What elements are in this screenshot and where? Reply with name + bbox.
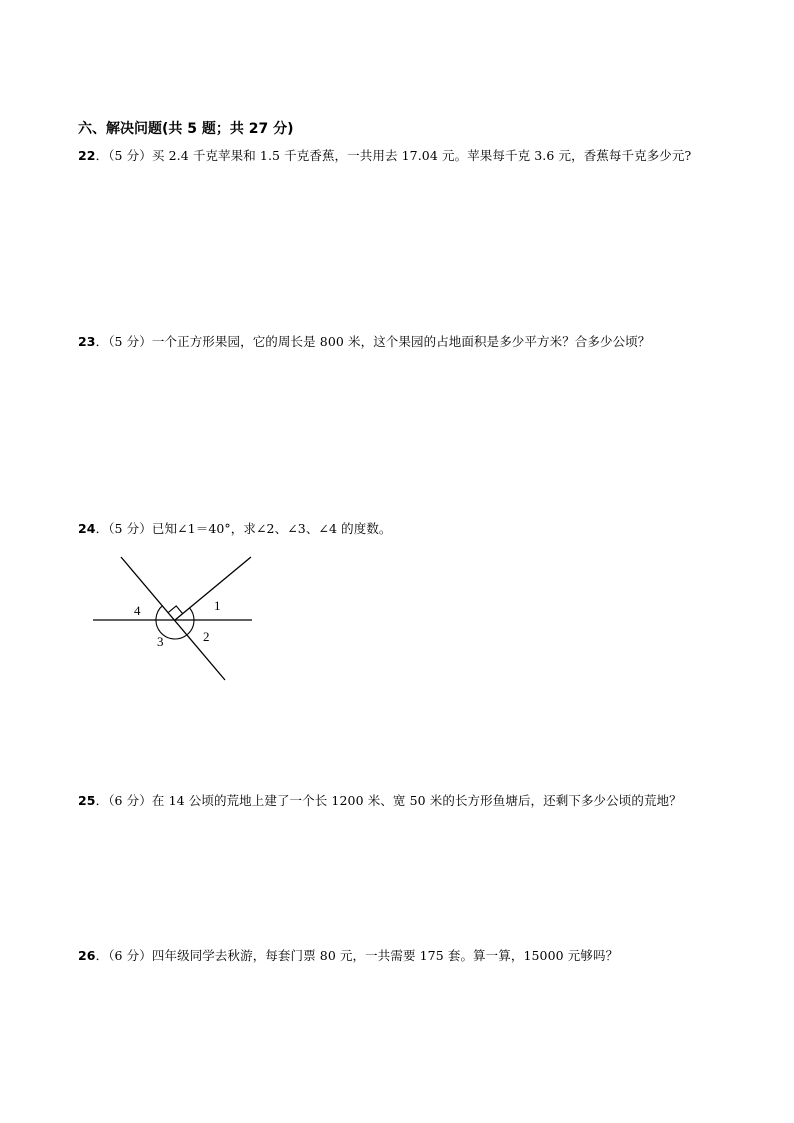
question-score: ．（5 分）	[95, 334, 152, 349]
question-number: 24	[78, 521, 96, 536]
angle-label-1: 1	[214, 598, 221, 613]
question-24	[78, 519, 392, 537]
question-26	[78, 946, 618, 964]
angle-diagram	[88, 552, 263, 687]
question-score: ．（5 分）	[95, 148, 152, 163]
question-number: 25	[78, 793, 96, 808]
diagonal-line	[121, 557, 225, 680]
angle-figure	[88, 552, 263, 687]
question-25	[78, 791, 682, 809]
section-title: 六、解决问题(共 5 题；共 27 分)	[78, 121, 294, 137]
ray-line	[175, 557, 251, 620]
angle-label-3: 3	[157, 634, 164, 649]
question-number: 26	[78, 948, 96, 963]
right-angle-mark	[169, 606, 183, 614]
question-23	[78, 332, 650, 350]
question-text: 已知∠1＝40°，求∠2、∠3、∠4 的度数。	[151, 521, 392, 536]
question-text: 在 14 公顷的荒地上建了一个长 1200 米、宽 50 米的长方形鱼塘后，还剩下多少公顷的荒地？	[151, 793, 682, 808]
angle-label-4: 4	[134, 603, 141, 618]
question-number: 23	[78, 334, 96, 349]
question-score: ．（6 分）	[95, 948, 152, 963]
angle-2-arc	[187, 620, 194, 635]
question-score: ．（5 分）	[95, 521, 152, 536]
question-text: 一个正方形果园，它的周长是 800 米，这个果园的占地面积是多少平方米？合多少公顷？	[151, 334, 651, 349]
question-text: 四年级同学去秋游，每套门票 80 元，一共需要 175 套。算一算，15000 元够吗？	[151, 948, 619, 963]
angle-label-2: 2	[203, 629, 210, 644]
angle-1-arc	[190, 608, 194, 620]
question-22	[78, 146, 691, 164]
question-score: ．（6 分）	[95, 793, 152, 808]
question-text: 买 2.4 千克苹果和 1.5 千克香蕉，一共用去 17.04 元。苹果每千克 3.6 元，香蕉每千克多少元?	[151, 148, 692, 163]
question-number: 22	[78, 148, 96, 163]
